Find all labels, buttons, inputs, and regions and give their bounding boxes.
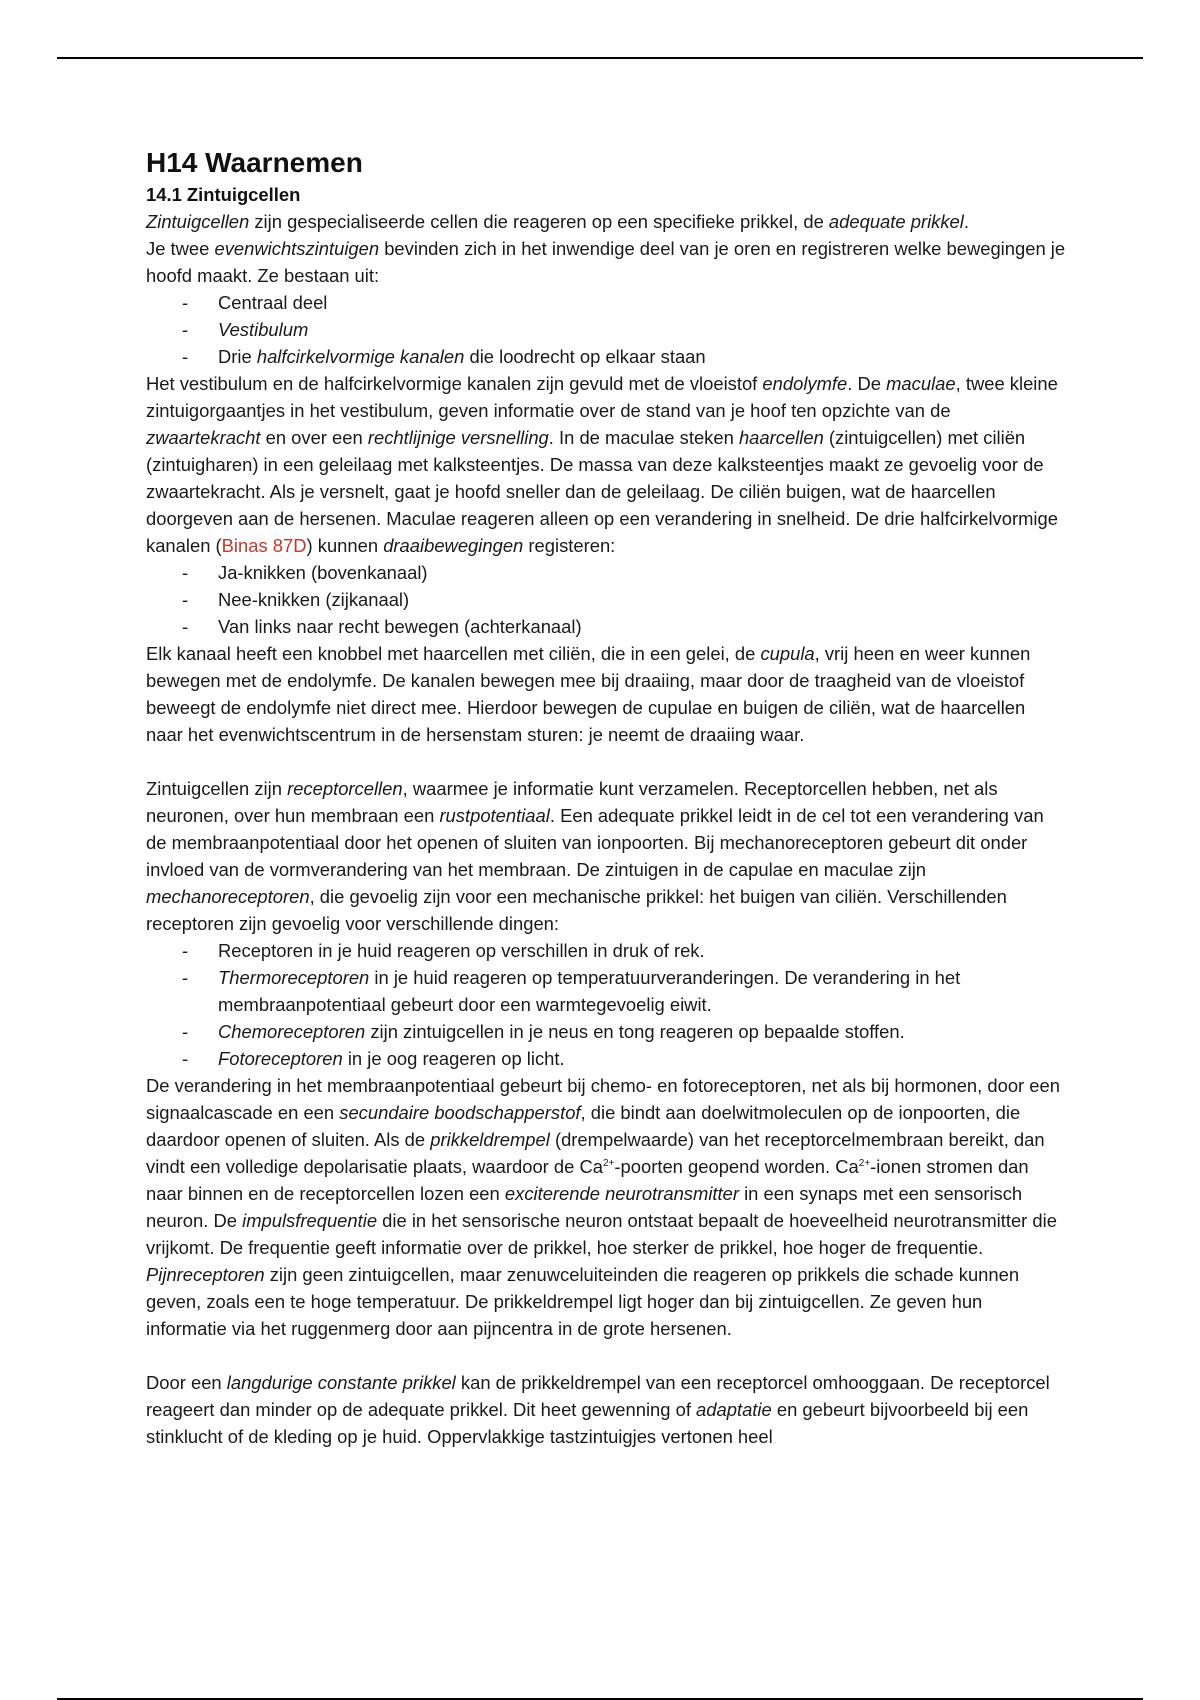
paragraph-receptorcells: Zintuigcellen zijn receptorcellen, waarmee je informatie kunt verzamelen. Receptorcellen hebben, net als neuronen, over hun membraan een rustpotentiaal. Een adequate prikkel leidt in de cel tot een verandering van de membraanpotentiaal door het openen of sluiten van ionpoorten. Bij mechanoreceptoren gebeurt dit onder invloed van de vormverandering van het membraan. De zintuigen in de capulae en maculae zijn mechanoreceptoren, die gevoelig zijn voor een mechanische prikkel: het buigen van ciliën. Verschillenden receptoren zijn gevoelig voor verschillende dingen: [146, 778, 1044, 934]
list-receptor-types [146, 937, 1066, 1072]
page-title: H14 Waarnemen [146, 147, 363, 178]
list-item: - Centraal deel [146, 289, 1066, 316]
list-balance-organ-parts [146, 289, 1066, 370]
paragraph-gap [146, 748, 1066, 775]
list-item: - Van links naar recht bewegen (achterkanaal) [146, 613, 1066, 640]
document-body [146, 144, 1066, 1450]
top-rule [57, 57, 1143, 59]
paragraph-intro: Zintuigcellen zijn gespecialiseerde cellen die reageren op een specifieke prikkel, de adequate prikkel. Je twee evenwichtszintuigen bevinden zich in het inwendige deel van je oren en registreren welke bewegingen je hoofd maakt. Ze bestaan uit: [146, 211, 1066, 286]
list-rotation-movements [146, 559, 1066, 640]
list-item: - Thermoreceptoren in je huid reageren op temperatuurveranderingen. De verandering in het membraanpotentiaal gebeurt door een warmtegevoelig eiwit. [146, 964, 1066, 1018]
paragraph-cupula: Elk kanaal heeft een knobbel met haarcellen met ciliën, die in een gelei, de cupula, vrij heen en weer kunnen bewegen met de endolymfe. De kanalen bewegen mee bij draaiing, maar door de traagheid van de vloeistof beweegt de endolymfe niet direct mee. Hierdoor bewegen de cupulae en buigen de ciliën, wat de haarcellen naar het evenwichtscentrum in de hersenstam sturen: je neemt de draaiing waar. [146, 643, 1031, 745]
list-item: - Ja-knikken (bovenkanaal) [146, 559, 1066, 586]
binas-reference: Binas 87D [221, 535, 307, 556]
list-item: - Vestibulum [146, 316, 1066, 343]
list-item: - Drie halfcirkelvormige kanalen die loodrecht op elkaar staan [146, 343, 1066, 370]
list-item: - Receptoren in je huid reageren op verschillen in druk of rek. [146, 937, 1066, 964]
paragraph-gap [146, 1342, 1066, 1369]
list-item: - Nee-knikken (zijkanaal) [146, 586, 1066, 613]
paragraph-membrane-potential: De verandering in het membraanpotentiaal gebeurt bij chemo- en fotoreceptoren, net als bij hormonen, door een signaalcascade en een secundaire boodschapperstof, die bindt aan doelwitmoleculen op de ionpoorten, die daardoor openen of sluiten. Als de prikkeldrempel (drempelwaarde) van het receptorcelmembraan bereikt, dan vindt een volledige depolarisatie plaats, waardoor de $Ca^{2+}$-poorten geopend worden. $Ca^{2+}$-ionen stromen dan naar binnen en de receptorcellen lozen een exciterende neurotransmitter in een synaps met een sensorisch neuron. De impulsfrequentie die in het sensorische neuron ontstaat bepaalt de hoeveelheid neurotransmitter die vrijkomt. De frequentie geeft informatie over de prikkel, hoe sterker de prikkel, hoe hoger de frequentie. Pijnreceptoren zijn geen zintuigcellen, maar zenuwceluiteinden die reageren op prikkels die schade kunnen geven, zoals een te hoge temperatuur. De prikkeldrempel ligt hoger dan bij zintuigcellen. Ze geven hun informatie via het ruggenmerg door aan pijncentra in de grote hersenen. [146, 1075, 1060, 1339]
list-item: - Fotoreceptoren in je oog reageren op licht. [146, 1045, 1066, 1072]
list-item: - Chemoreceptoren zijn zintuigcellen in je neus en tong reageren op bepaalde stoffen. [146, 1018, 1066, 1045]
paragraph-adaptation: Door een langdurige constante prikkel kan de prikkeldrempel van een receptorcel omhooggaan. De receptorcel reageert dan minder op de adequate prikkel. Dit heet gewenning of adaptatie en gebeurt bijvoorbeeld bij een stinklucht of de kleding op je huid. Oppervlakkige tastzintuigjes vertonen heel [146, 1372, 1050, 1447]
paragraph-vestibulum: Het vestibulum en de halfcirkelvormige kanalen zijn gevuld met de vloeistof endolymfe. De maculae, twee kleine zintuigorgaantjes in het vestibulum, geven informatie over de stand van je hoof ten opzichte van de zwaartekracht en over een rechtlijnige versnelling. In de maculae steken haarcellen (zintuigcellen) met ciliën (zintuigharen) in een geleilaag met kalksteentjes. De massa van deze kalksteentjes maakt ze gevoelig voor de zwaartekracht. Als je versnelt, gaat je hoofd sneller dan de geleilaag. De ciliën buigen, wat de haarcellen doorgeven aan de hersenen. Maculae reageren alleen op een verandering in snelheid. De drie halfcirkelvormige kanalen (Binas 87D) kunnen draaibewegingen registeren: [146, 373, 1058, 556]
section-heading: 14.1 Zintuigcellen [146, 184, 301, 205]
